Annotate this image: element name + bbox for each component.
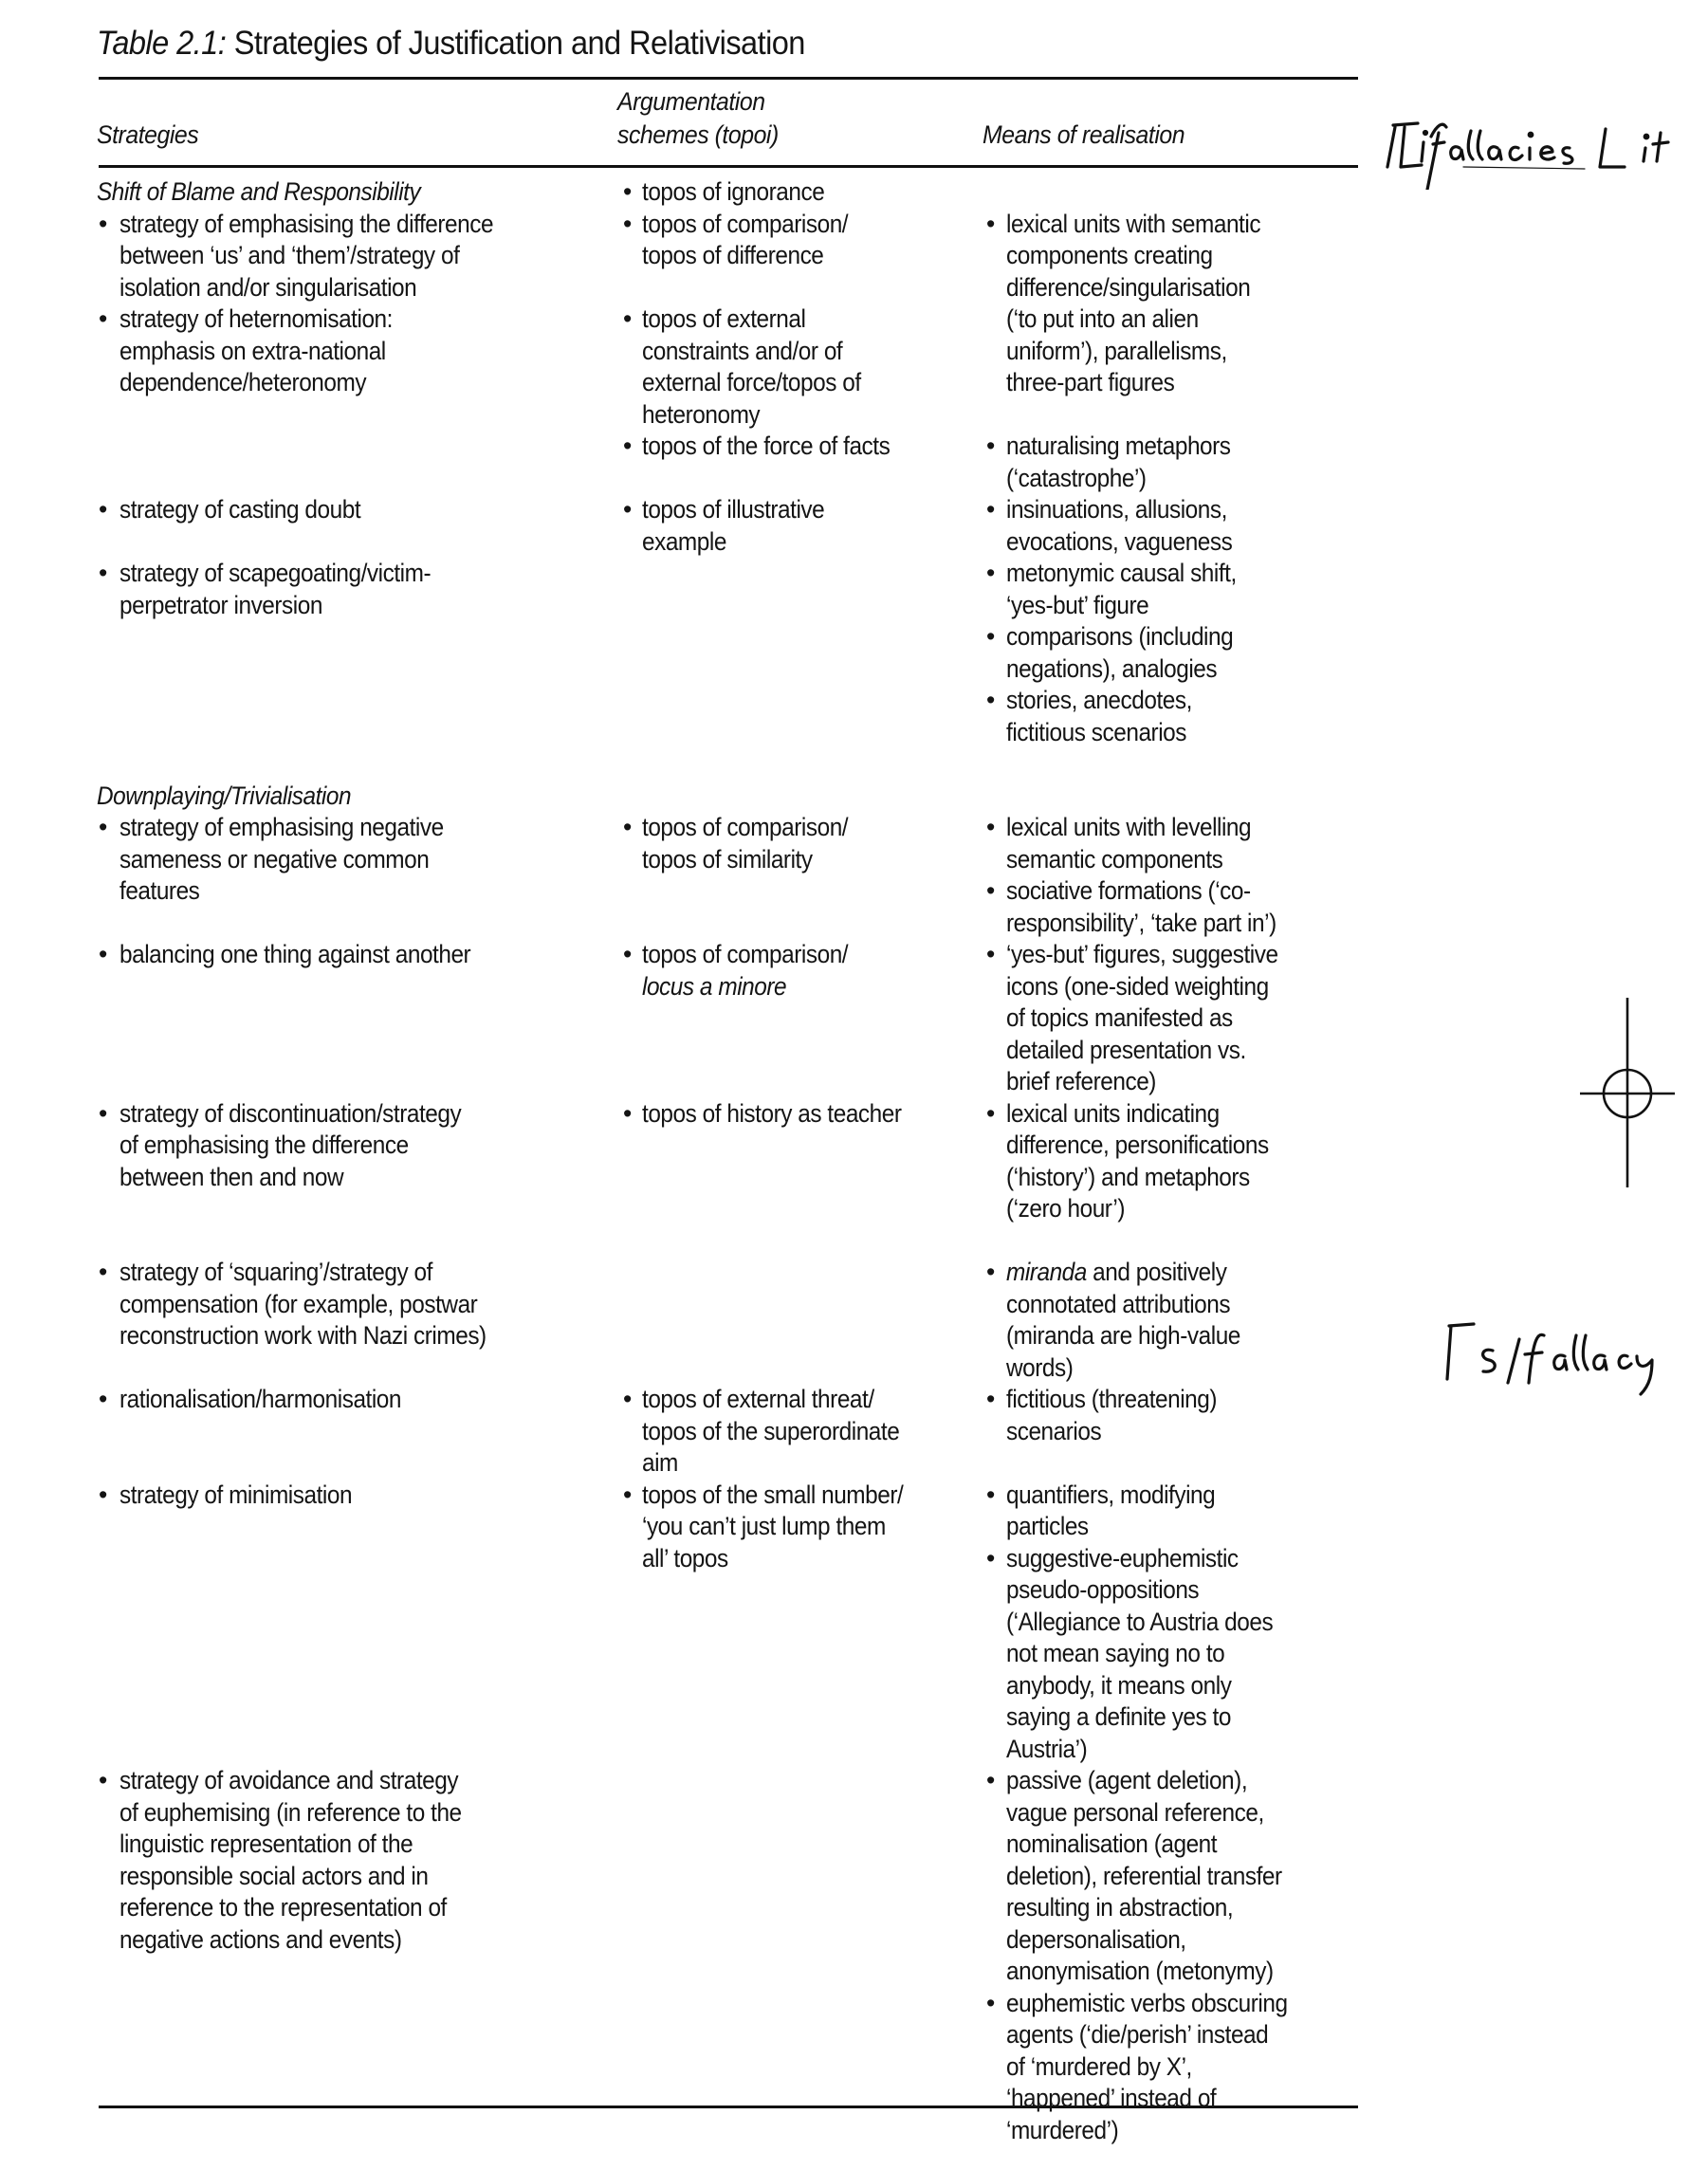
bullet-icon: • <box>99 1098 108 1128</box>
header-means: Means of realisation <box>983 120 1185 149</box>
topos-text: topos of the small number/ <box>642 1480 904 1509</box>
bullet-icon: • <box>623 1385 633 1413</box>
strategy-text: of euphemising (in reference to the <box>119 1797 462 1827</box>
means-text: resulting in abstraction, <box>1006 1893 1234 1922</box>
handwritten-annotation-fallacies <box>1380 95 1708 190</box>
bullet-icon: • <box>986 813 996 841</box>
means-text: fictitious (threatening) <box>1006 1385 1218 1413</box>
means-text: anonymisation (metonymy) <box>1006 1957 1274 1985</box>
means-text: ‘happened’ instead of <box>1006 2084 1217 2112</box>
topos-text: topos of the superordinate <box>642 1416 900 1445</box>
topos-text: topos of ignorance <box>642 177 825 206</box>
means-text: (‘history’) and metaphors <box>1006 1162 1250 1191</box>
bullet-icon: • <box>623 432 633 460</box>
strategy-text: between ‘us’ and ‘them’/strategy of <box>119 241 460 269</box>
means-text: brief reference) <box>1006 1067 1156 1095</box>
bullet-icon: • <box>623 209 633 238</box>
means-text: naturalising metaphors <box>1006 432 1231 460</box>
topos-text: topos of comparison/ <box>642 209 849 238</box>
topos-text: ‘you can’t just lump them <box>642 1512 886 1540</box>
topos-text: topos of illustrative <box>642 495 825 524</box>
means-text: semantic components <box>1006 844 1223 874</box>
strategy-text: compensation (for example, postwar <box>119 1289 478 1318</box>
topos-text: constraints and/or of <box>642 336 843 365</box>
bullet-icon: • <box>986 432 996 460</box>
topos-text: topos of difference <box>642 241 824 269</box>
means-text: miranda and positively <box>1006 1258 1227 1286</box>
bullet-icon: • <box>99 940 108 968</box>
means-text: metonymic causal shift, <box>1006 559 1237 587</box>
bullet-icon: • <box>986 1543 996 1572</box>
means-text: pseudo-oppositions <box>1006 1575 1200 1604</box>
topos-text: locus a minore <box>642 971 787 1001</box>
header-argumentation-line2: schemes (topoi) <box>617 120 779 149</box>
bullet-icon: • <box>986 1988 996 2017</box>
bullet-icon: • <box>986 940 996 968</box>
means-text: components creating <box>1006 241 1213 269</box>
means-text: lexical units with semantic <box>1006 209 1261 238</box>
bullet-icon: • <box>986 876 996 905</box>
means-text: nominalisation (agent <box>1006 1830 1218 1858</box>
topos-text: external force/topos of <box>642 368 861 396</box>
bullet-icon: • <box>99 1258 108 1286</box>
bullet-icon: • <box>986 495 996 524</box>
top-rule <box>99 77 1358 80</box>
bullet-icon: • <box>986 1480 996 1509</box>
means-text: (‘zero hour’) <box>1006 1194 1126 1223</box>
bullet-icon: • <box>986 1098 996 1128</box>
topos-text: topos of history as teacher <box>642 1098 902 1128</box>
table-title <box>97 25 805 63</box>
bullet-icon: • <box>99 813 108 841</box>
strategy-text: strategy of emphasising the difference <box>119 209 494 238</box>
means-text: uniform’), parallelisms, <box>1006 336 1227 365</box>
bullet-icon: • <box>623 940 633 968</box>
strategy-text: dependence/heteronomy <box>119 368 367 396</box>
bullet-icon: • <box>623 1480 633 1509</box>
means-text: ‘yes-but’ figures, suggestive <box>1006 940 1278 968</box>
topos-text: topos of comparison/ <box>642 813 849 841</box>
means-text: ‘yes-but’ figure <box>1006 590 1149 619</box>
strategy-text: strategy of heternomisation: <box>119 304 393 333</box>
means-text: particles <box>1006 1512 1089 1540</box>
means-text: (‘Allegiance to Austria does <box>1006 1607 1274 1636</box>
bullet-icon: • <box>986 559 996 587</box>
topos-text: aim <box>642 1448 678 1477</box>
means-text: three-part figures <box>1006 368 1175 396</box>
topos-text: topos of comparison/ <box>642 940 849 968</box>
means-text: euphemistic verbs obscuring <box>1006 1988 1288 2017</box>
bullet-icon: • <box>986 1258 996 1286</box>
strategy-text: strategy of minimisation <box>119 1480 353 1509</box>
means-text: of ‘murdered by X’, <box>1006 2051 1192 2081</box>
strategy-text: isolation and/or singularisation <box>119 272 417 302</box>
bullet-icon: • <box>623 495 633 524</box>
means-text: (‘catastrophe’) <box>1006 463 1147 492</box>
strategy-text: emphasis on extra-national <box>119 336 386 365</box>
means-text: negations), analogies <box>1006 653 1218 683</box>
strategy-text: strategy of emphasising negative <box>119 813 444 841</box>
means-text: comparisons (including <box>1006 622 1234 651</box>
strategy-text: perpetrator inversion <box>119 590 322 619</box>
strategy-text: strategy of avoidance and strategy <box>119 1766 459 1794</box>
bullet-icon: • <box>623 304 633 333</box>
strategy-text: responsible social actors and in <box>119 1861 429 1890</box>
strategy-text: sameness or negative common <box>119 844 430 874</box>
header-strategies: Strategies <box>97 120 199 149</box>
means-text: lexical units with levelling <box>1006 813 1252 841</box>
means-text: of topics manifested as <box>1006 1003 1233 1032</box>
means-text: not mean saying no to <box>1006 1639 1225 1667</box>
means-text: difference, personifications <box>1006 1131 1269 1159</box>
bullet-icon: • <box>986 1766 996 1794</box>
means-text: quantifiers, modifying <box>1006 1480 1216 1509</box>
means-text: lexical units indicating <box>1006 1098 1220 1128</box>
strategy-text: strategy of casting doubt <box>119 495 361 524</box>
strategy-text: between then and now <box>119 1162 344 1191</box>
topos-text: topos of similarity <box>642 844 813 874</box>
section-heading: Downplaying/Trivialisation <box>97 781 352 810</box>
strategy-text: strategy of ‘squaring’/strategy of <box>119 1258 432 1286</box>
topos-text: topos of external threat/ <box>642 1385 874 1413</box>
means-text: detailed presentation vs. <box>1006 1035 1246 1064</box>
means-text: anybody, it means only <box>1006 1670 1232 1700</box>
bullet-icon: • <box>99 304 108 333</box>
header-argumentation-line1: Argumentation <box>617 87 765 116</box>
bullet-icon: • <box>99 559 108 587</box>
strategy-text: strategy of scapegoating/victim- <box>119 559 432 587</box>
bullet-icon: • <box>623 1098 633 1128</box>
strategy-text: features <box>119 876 200 905</box>
topos-text: heteronomy <box>642 399 761 429</box>
means-text: ‘murdered’) <box>1006 2115 1119 2144</box>
means-text: depersonalisation, <box>1006 1924 1186 1954</box>
bullet-icon: • <box>986 686 996 714</box>
strategy-text: reference to the representation of <box>119 1893 447 1922</box>
header-rule <box>99 165 1358 168</box>
strategy-text: negative actions and events) <box>119 1924 402 1954</box>
means-text: insinuations, allusions, <box>1006 495 1227 524</box>
means-text: deletion), referential transfer <box>1006 1861 1282 1890</box>
bullet-icon: • <box>986 1385 996 1413</box>
strategy-text: linguistic representation of the <box>119 1830 413 1858</box>
means-text: saying a definite yes to <box>1006 1702 1231 1731</box>
strategy-text: rationalisation/harmonisation <box>119 1385 402 1413</box>
means-text: difference/singularisation <box>1006 272 1251 302</box>
bullet-icon: • <box>99 1385 108 1413</box>
means-text: agents (‘die/perish’ instead <box>1006 2020 1269 2049</box>
bullet-icon: • <box>99 1480 108 1509</box>
topos-text: topos of external <box>642 304 806 333</box>
handwritten-annotation-fallacy <box>1442 1307 1688 1402</box>
means-text: Austria’) <box>1006 1734 1088 1763</box>
topos-text: all’ topos <box>642 1543 728 1572</box>
bullet-icon: • <box>99 209 108 238</box>
means-text: evocations, vagueness <box>1006 526 1233 556</box>
bullet-icon: • <box>99 1766 108 1794</box>
means-text: vague personal reference, <box>1006 1797 1264 1827</box>
crosshair-icon <box>1574 986 1679 1195</box>
bullet-icon: • <box>986 209 996 238</box>
strategy-text: balancing one thing against another <box>119 940 471 968</box>
table-number: Table 2.1: <box>97 25 227 62</box>
means-text: stories, anecdotes, <box>1006 686 1192 714</box>
means-text: words) <box>1006 1352 1074 1382</box>
table-title-text: Strategies of Justification and Relativisation <box>233 25 805 62</box>
means-text: scenarios <box>1006 1416 1102 1445</box>
means-text: passive (agent deletion), <box>1006 1766 1248 1794</box>
strategy-text: reconstruction work with Nazi crimes) <box>119 1321 487 1350</box>
means-text: icons (one-sided weighting <box>1006 971 1269 1001</box>
bullet-icon: • <box>986 622 996 651</box>
means-text: suggestive-euphemistic <box>1006 1543 1239 1572</box>
bullet-icon: • <box>623 177 633 206</box>
topos-text: example <box>642 526 726 556</box>
strategy-text: of emphasising the difference <box>119 1131 409 1159</box>
bullet-icon: • <box>99 495 108 524</box>
topos-text: topos of the force of facts <box>642 432 891 460</box>
means-text: (miranda are high-value <box>1006 1321 1240 1350</box>
means-text: (‘to put into an alien <box>1006 304 1199 333</box>
bullet-icon: • <box>623 813 633 841</box>
means-text: fictitious scenarios <box>1006 717 1186 746</box>
section-heading: Shift of Blame and Responsibility <box>97 177 421 206</box>
means-text: sociative formations (‘co- <box>1006 876 1251 905</box>
means-text: responsibility’, ‘take part in’) <box>1006 908 1276 937</box>
strategy-text: strategy of discontinuation/strategy <box>119 1098 462 1128</box>
means-text: connotated attributions <box>1006 1289 1231 1318</box>
